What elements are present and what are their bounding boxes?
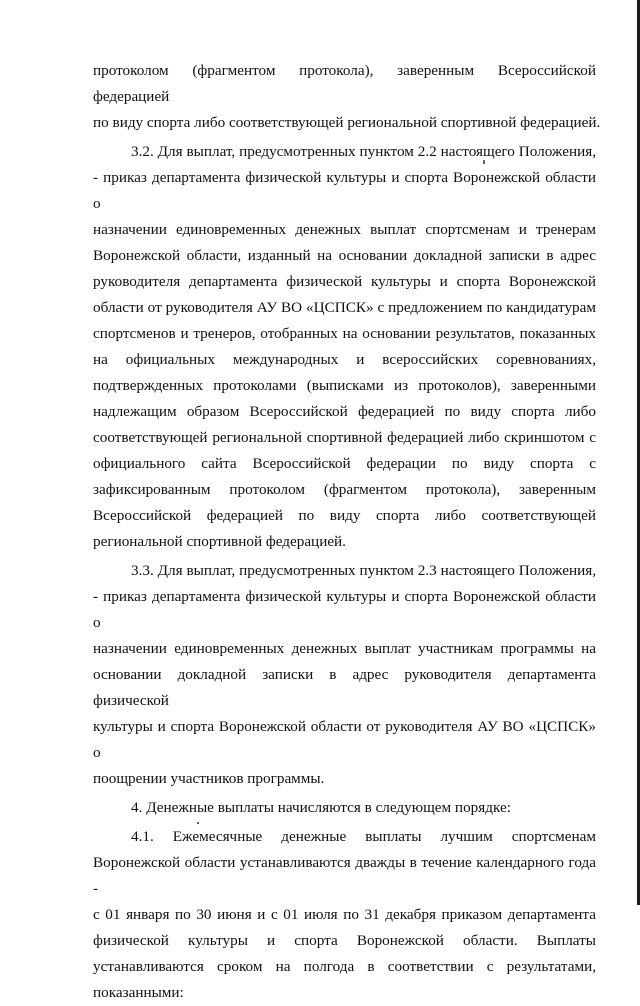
scan-speck (483, 160, 485, 164)
paragraph-continuation (93, 58, 601, 136)
document-body (93, 58, 601, 1006)
text-line: с 01 января по 30 июня и с 01 июля по 31 декабря приказом департамента (93, 906, 596, 923)
text-line: Воронежской области устанавливаются дважды в течение календарного года - (93, 854, 596, 897)
text-line: физической культуры и спорта Воронежской области. Выплаты (93, 932, 596, 949)
text-line: 4. Денежные выплаты начисляются в следующем порядке: (131, 799, 511, 816)
text-line: надлежащим образом Всероссийской федерацией по виду спорта либо (93, 403, 596, 420)
text-line: руководителя департамента физической культуры и спорта Воронежской (93, 273, 596, 290)
text-line: показанными: (93, 984, 184, 1001)
text-line: Всероссийской федерацией по виду спорта либо соответствующей (93, 507, 596, 524)
text-line: соответствующей региональной спортивной федерацией либо скриншотом с (93, 429, 596, 446)
text-line: спортсменов и тренеров, отобранных на основании результатов, показанных (93, 325, 596, 342)
text-line: зафиксированным протоколом (фрагментом протокола), заверенным (93, 481, 596, 498)
paragraph-3-3 (93, 558, 596, 792)
paragraph-4 (93, 795, 596, 821)
paragraph-3-2 (93, 139, 596, 555)
text-line: 3.2. Для выплат, предусмотренных пунктом 2.2 настоящего Положения, (131, 143, 596, 160)
text-line: 4.1. Ежемесячные денежные выплаты лучшим спортсменам (131, 828, 596, 845)
text-line: Воронежской области, изданный на основании докладной записки в адрес (93, 247, 596, 264)
scan-speck (197, 822, 199, 824)
text-line: официального сайта Всероссийской федерации по виду спорта с (93, 455, 596, 472)
text-line: - приказ департамента физической культуры и спорта Воронежской области о (93, 588, 596, 631)
text-line: на официальных международных и всероссийских соревнованиях, (93, 351, 596, 368)
text-line: поощрении участников программы. (93, 770, 325, 787)
text-line: по виду спорта либо соответствующей региональной спортивной федерацией. (93, 114, 601, 131)
text-line: основании докладной записки в адрес руководителя департамента физической (93, 666, 596, 709)
text-line: региональной спортивной федерацией. (93, 533, 346, 550)
text-line: назначении единовременных денежных выплат спортсменам и тренерам (93, 221, 596, 238)
paragraph-4-1 (93, 824, 596, 1006)
text-line: назначении единовременных денежных выплат участникам программы на (93, 640, 596, 657)
text-line: - приказ департамента физической культуры и спорта Воронежской области о (93, 169, 596, 212)
text-line: протоколом (фрагментом протокола), заверенным Всероссийской федерацией (93, 62, 596, 105)
text-line: области от руководителя АУ ВО «ЦСПСК» с предложением по кандидатурам (93, 299, 596, 316)
text-line: устанавливаются сроком на полгода в соответствии с результатами, (93, 958, 596, 975)
text-line: культуры и спорта Воронежской области от руководителя АУ ВО «ЦСПСК» о (93, 718, 596, 761)
text-line: подтвержденных протоколами (выписками из протоколов), заверенными (93, 377, 596, 394)
text-line: 3.3. Для выплат, предусмотренных пунктом 2.3 настоящего Положения, (131, 562, 596, 579)
